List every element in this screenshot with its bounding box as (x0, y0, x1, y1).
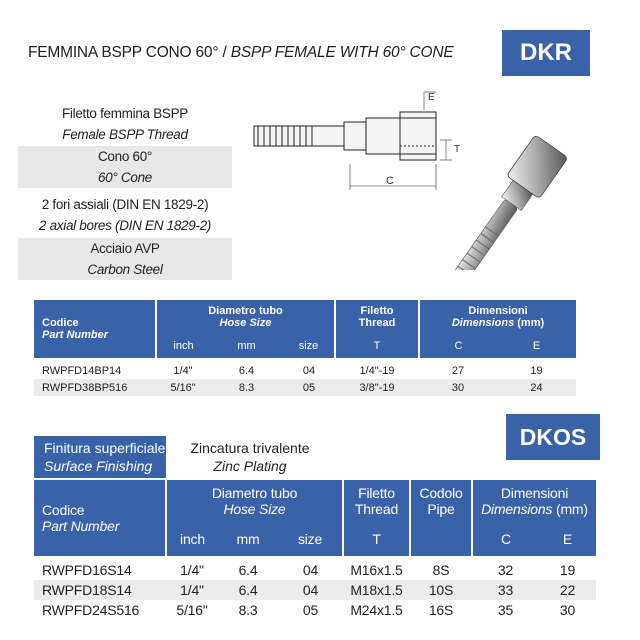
cell-size: 05 (283, 379, 335, 396)
header-unit: (mm) (555, 501, 588, 517)
table-header-row (34, 480, 596, 522)
cell-c: 30 (419, 379, 497, 396)
subheader-cell: C (472, 522, 539, 556)
cell-mm: 6.4 (218, 580, 278, 600)
product-photo (430, 130, 610, 270)
col-pipe (410, 480, 472, 522)
page-title (28, 44, 454, 62)
feature-it: 2 fori assiali (DIN EN 1829-2) (41, 197, 209, 212)
title-separator: / (218, 44, 231, 61)
header-en: Thread (358, 317, 396, 329)
subheader-cell: inch (166, 522, 218, 556)
cell-size: 04 (302, 562, 319, 578)
cell-inch: 5/16" (176, 602, 208, 618)
dkos-table (34, 480, 596, 620)
header-it: Filetto (360, 305, 394, 317)
cell-inch: 1/4" (166, 580, 218, 600)
feature-bores (18, 194, 232, 236)
cell-c: 32 (497, 562, 514, 578)
cell-e: 30 (559, 602, 576, 618)
dimension-c-label: C (386, 175, 394, 187)
cell-inch: 5/16" (156, 379, 210, 396)
finish-label-en: Surface Finishing (44, 458, 153, 474)
header-en: Dimensions (451, 317, 515, 329)
header-it: Diametro tubo (208, 305, 283, 317)
feature-thread (18, 103, 232, 145)
header-it: Dimensioni (468, 305, 528, 317)
feature-en: 2 axial bores (DIN EN 1829-2) (38, 218, 212, 233)
col-hose-size (166, 480, 343, 522)
table-row (34, 560, 596, 580)
col-part-number (34, 480, 166, 556)
subheader-cell: size (283, 334, 335, 358)
col-thread (343, 480, 410, 522)
dkr-table (34, 300, 576, 396)
cell-pipe: 16S (428, 602, 454, 618)
cell-c: 27 (451, 364, 465, 377)
header-it: Filetto (358, 485, 395, 501)
table-row (34, 362, 576, 379)
surface-finishing-label (34, 436, 166, 478)
subheader-cell: size (278, 522, 343, 556)
subheader-cell: E (539, 522, 596, 556)
feature-it: Filetto femmina BSPP (61, 106, 189, 121)
cell-size: 04 (302, 364, 316, 377)
dimension-e-label: E (428, 92, 435, 103)
feature-en: 60° Cone (97, 170, 153, 185)
cell-part-number: RWPFD38BP516 (34, 379, 156, 396)
feature-en: Female BSPP Thread (62, 127, 188, 142)
col-part-number (34, 300, 156, 358)
cell-e: 22 (539, 580, 596, 600)
finish-code-badge: DKOS (506, 414, 600, 460)
cell-pipe: 8S (432, 562, 450, 578)
finish-label-it: Finitura superficiale (44, 440, 166, 456)
cell-c: 35 (497, 602, 514, 618)
col-hose-size (156, 300, 335, 334)
cell-mm: 6.4 (238, 562, 258, 578)
cell-size: 05 (302, 602, 319, 618)
subheader-cell: T (335, 334, 419, 358)
cell-pipe: 10S (410, 580, 472, 600)
dimension-t-label: T (454, 144, 461, 155)
cell-part-number: RWPFD18S14 (34, 580, 166, 600)
cell-thread: M16x1.5 (350, 562, 403, 578)
feature-en: Carbon Steel (87, 262, 163, 277)
subheader-cell: mm (218, 522, 278, 556)
header-en: Thread (354, 501, 399, 517)
cell-part-number: RWPFD16S14 (42, 562, 132, 578)
subheader-cell: T (343, 522, 410, 556)
subheader-cell: C (419, 334, 497, 358)
header-en: Part Number (42, 518, 120, 534)
table-row (34, 379, 576, 396)
subheader-cell: inch (156, 334, 210, 358)
subheader-cell (410, 522, 472, 556)
feature-cone (18, 146, 232, 188)
header-en: Pipe (427, 501, 455, 517)
header-it: Codice (42, 502, 85, 518)
title-english: BSPP FEMALE WITH 60° CONE (230, 44, 454, 61)
cell-thread: M18x1.5 (343, 580, 410, 600)
subheader-cell: E (497, 334, 576, 358)
header-it: Codice (42, 317, 79, 329)
cell-mm: 8.3 (238, 602, 258, 618)
feature-material (18, 238, 232, 280)
table-row (34, 600, 596, 620)
header-en: Dimensions (481, 501, 553, 517)
cell-mm: 8.3 (210, 379, 283, 396)
cell-e: 19 (559, 562, 576, 578)
finish-value-it: Zincatura trivalente (190, 440, 310, 456)
header-it: Diametro tubo (211, 485, 298, 501)
cell-part-number: RWPFD14BP14 (42, 364, 122, 377)
cell-e: 24 (497, 379, 576, 396)
cell-size: 04 (278, 580, 343, 600)
header-en: Hose Size (219, 317, 272, 329)
table-header-row (34, 300, 576, 334)
col-dimensions (472, 480, 596, 522)
cell-thread: 1/4"-19 (359, 364, 395, 377)
cell-thread: 3/8"-19 (335, 379, 419, 396)
col-dimensions (419, 300, 576, 334)
cell-part-number: RWPFD24S516 (42, 602, 140, 618)
col-thread (335, 300, 419, 334)
header-unit: (mm) (517, 317, 545, 329)
cell-inch: 1/4" (180, 562, 204, 578)
surface-finishing-value (170, 439, 330, 475)
cell-c: 33 (472, 580, 539, 600)
header-en: Hose Size (223, 501, 286, 517)
subheader-cell: mm (210, 334, 283, 358)
header-it: Codolo (419, 485, 463, 501)
feature-it: Acciaio AVP (90, 241, 160, 256)
header-en: Part Number (42, 329, 109, 341)
title-italian: FEMMINA BSPP CONO 60° (28, 44, 219, 61)
header-it: Dimensioni (500, 485, 569, 501)
table-row (34, 580, 596, 600)
finish-value-en: Zinc Plating (213, 458, 287, 474)
feature-it: Cono 60° (97, 149, 153, 164)
product-code-badge: DKR (502, 30, 590, 76)
cell-inch: 1/4" (173, 364, 193, 377)
cell-e: 19 (530, 364, 543, 377)
cell-thread: M24x1.5 (350, 602, 403, 618)
cell-mm: 6.4 (238, 364, 255, 377)
